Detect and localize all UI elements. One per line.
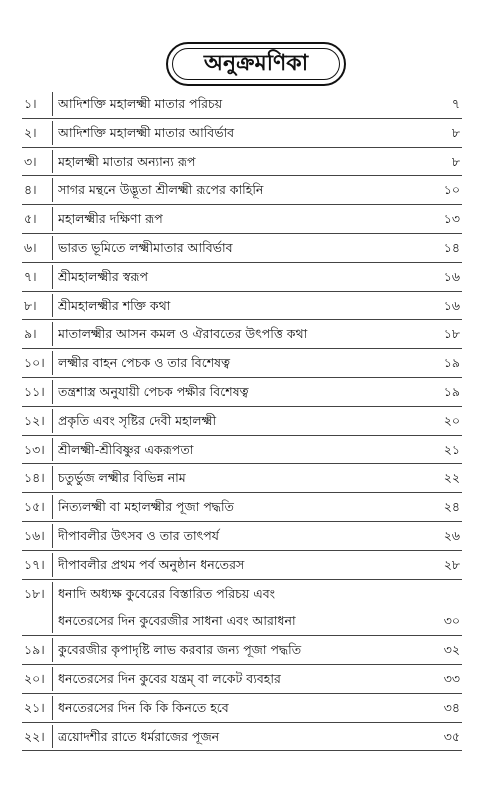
entry-number: ১৫। (24, 499, 45, 515)
entry-page: ১৬ (443, 297, 460, 313)
entry-number: ১৩। (24, 441, 45, 457)
column-divider (52, 92, 53, 116)
toc-entry (22, 665, 462, 694)
entry-number: ১৬। (24, 527, 45, 543)
entry-page: ৭ (451, 96, 460, 111)
entry-page: ১৪ (443, 239, 460, 255)
entry-page: ১৯ (443, 355, 460, 371)
entry-title: শ্রীলক্ষ্মী-শ্রীবিষ্ণুর একরূপতা (58, 441, 194, 457)
column-divider (52, 121, 53, 145)
entry-number: ২১। (24, 699, 45, 715)
entry-page: ২২ (443, 470, 460, 486)
entry-number: ২০। (24, 670, 45, 686)
entry-title: ধনতেরসের দিন কুবের যন্ত্রম্ বা লকেট ব্যবহার (58, 670, 281, 686)
toc-entry (22, 551, 462, 580)
column-divider (52, 294, 53, 318)
entry-title: নিত্যলক্ষ্মী বা মহালক্ষ্মীর পূজা পদ্ধতি (58, 499, 234, 515)
column-divider (52, 725, 53, 749)
toc-entry (22, 148, 462, 177)
entry-title: আদিশক্তি মহালক্ষ্মী মাতার আবির্ভাব (58, 124, 235, 140)
entry-page: ১০ (443, 182, 460, 198)
entry-number: ৫। (24, 211, 37, 227)
column-divider (52, 178, 53, 202)
entry-number: ২২। (24, 728, 45, 744)
column-divider (52, 351, 53, 375)
column-divider (52, 553, 53, 577)
column-divider (52, 638, 53, 662)
toc-entry (22, 723, 462, 752)
entry-title: লক্ষ্মীর বাহন পেচক ও তার বিশেষত্ব (58, 355, 230, 371)
entry-number: ১০। (24, 355, 45, 371)
entry-number: ১১। (24, 383, 45, 399)
entry-page: ২৪ (443, 499, 460, 515)
column-divider (52, 207, 53, 231)
column-divider (52, 380, 53, 404)
entry-page: ৩৪ (443, 699, 460, 715)
entry-title: মহালক্ষ্মী মাতার অন্যান্য রূপ (58, 153, 196, 169)
toc-entry (22, 694, 462, 723)
toc-entry (22, 378, 462, 407)
column-divider (52, 409, 53, 433)
entry-number: ১৯। (24, 642, 45, 658)
entry-page: ৩৩ (443, 670, 460, 686)
column-divider (52, 466, 53, 490)
toc-entry (22, 176, 462, 205)
entry-number: ২। (24, 124, 37, 140)
toc-entry (22, 464, 462, 493)
entry-title: কুবেরজীর কৃপাদৃষ্টি লাভ করবার জন্য পূজা পদ্ধতি (58, 642, 302, 658)
entry-title: দীপাবলীর উৎসব ও তার তাৎপর্য (58, 527, 219, 543)
entry-number: ৩। (24, 153, 37, 169)
entry-page: ১৬ (443, 268, 460, 284)
toc-entry (22, 436, 462, 465)
entry-title: মহালক্ষ্মীর দক্ষিণা রূপ (58, 211, 163, 227)
toc-entry (22, 407, 462, 436)
entry-number: ৯। (24, 326, 37, 342)
toc-entry (22, 234, 462, 263)
column-divider (52, 524, 53, 548)
toc-entry (22, 292, 462, 321)
entry-number: ১৭। (24, 556, 45, 572)
toc-list (22, 90, 462, 751)
entry-page: ১৩ (443, 211, 460, 227)
entry-number: ৭। (24, 268, 37, 284)
entry-number: ১২। (24, 412, 45, 428)
entry-number: ১। (24, 96, 37, 111)
column-divider (52, 150, 53, 174)
toc-entry (22, 119, 462, 148)
entry-title: ত্রয়োদশীর রাতে ধর্মরাজের পূজন (58, 728, 220, 744)
entry-title: মাতালক্ষ্মীর আসন কমল ও ঐরাবতের উৎপত্তি কথা (58, 326, 308, 342)
column-divider (52, 236, 53, 260)
toc-entry (22, 580, 462, 637)
entry-title: শ্রীমহালক্ষ্মীর স্বরূপ (58, 268, 148, 284)
column-divider (52, 667, 53, 691)
entry-page: ২৮ (443, 556, 460, 572)
toc-entry (22, 90, 462, 119)
entry-title: আদিশক্তি মহালক্ষ্মী মাতার পরিচয় (58, 96, 223, 111)
toc-title: অনুক্রমণিকা (203, 50, 309, 76)
column-divider (52, 696, 53, 720)
entry-page: ৮ (451, 153, 460, 169)
entry-number: ৮। (24, 297, 37, 313)
toc-entry (22, 205, 462, 234)
entry-page: ৩২ (443, 642, 460, 658)
entry-title: ধনতেরসের দিন কি কি কিনতে হবে (58, 699, 229, 715)
entry-page: ৩০ (443, 613, 460, 629)
toc-entry (22, 263, 462, 292)
entry-title: সাগর মন্থনে উদ্ভূতা শ্রীলক্ষ্মী রূপের কাহিনি (58, 182, 264, 198)
entry-title: শ্রীমহালক্ষ্মীর শক্তি কথা (58, 297, 171, 313)
entry-title-line-2: ধনতেরসের দিন কুবেরজীর সাধনা এবং আরাধনা (58, 613, 296, 629)
entry-page: ২৬ (443, 527, 460, 543)
column-divider (52, 438, 53, 462)
entry-number: ৬। (24, 239, 37, 255)
toc-entry (22, 320, 462, 349)
column-divider (52, 265, 53, 289)
toc-entry (22, 493, 462, 522)
toc-entry (22, 349, 462, 378)
entry-page: ১৮ (443, 326, 460, 342)
entry-title: চতুর্ভুজ লক্ষ্মীর বিভিন্ন নাম (58, 470, 186, 486)
toc-entry (22, 522, 462, 551)
entry-number: ৪। (24, 182, 37, 198)
entry-number: ১৪। (24, 470, 45, 486)
toc-title-box (166, 42, 346, 86)
entry-number: ১৮। (24, 585, 45, 601)
column-divider (52, 582, 53, 634)
entry-title: প্রকৃতি এবং সৃষ্টির দেবী মহালক্ষ্মী (58, 412, 217, 428)
entry-title: তন্ত্রশাস্ত্র অনুযায়ী পেচক পক্ষীর বিশেষত্ব (58, 383, 249, 399)
toc-entry (22, 636, 462, 665)
column-divider (52, 322, 53, 346)
entry-title: ধনাদি অধ্যক্ষ কুবেরের বিস্তারিত পরিচয় এবং (58, 585, 276, 601)
entry-page: ৮ (451, 124, 460, 140)
entry-title: ভারত ভূমিতে লক্ষ্মীমাতার আবির্ভাব (58, 239, 233, 255)
entry-page: ৩৫ (443, 728, 460, 744)
entry-title: দীপাবলীর প্রথম পর্ব অনুষ্ঠান ধনতেরস (58, 556, 245, 572)
entry-page: ২০ (443, 412, 460, 428)
entry-page: ১৯ (443, 383, 460, 399)
entry-page: ২১ (443, 441, 460, 457)
column-divider (52, 495, 53, 519)
